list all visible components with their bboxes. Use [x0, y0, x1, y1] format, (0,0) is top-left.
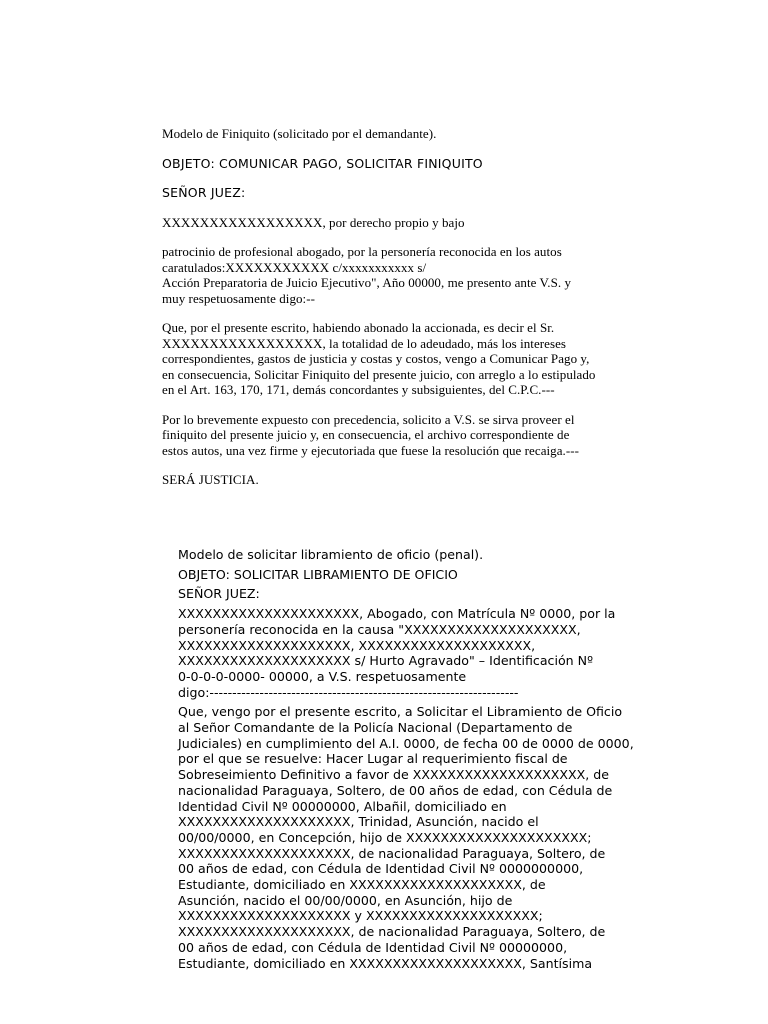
objeto-line: OBJETO: SOLICITAR LIBRAMIENTO DE OFICIO: [178, 566, 458, 582]
paragraph: Que, vengo por el presente escrito, a Solicitar el Libramiento de Oficio al Señor Comandante de la Policía Nacional (Departamento de Judiciales) en cumplimiento del A.I. 0000, de fecha 00 de 0000 de 0000, por el que se resuelve: Hacer Lugar al requerimiento fiscal de Sobreseimiento Definitivo a favor de XXXXXXXXXXXXXXXXXXXX, de nacionalidad Paraguaya, Soltero, de 00 años de edad, con Cédula de Identidad Civil Nº 00000000, Albañil, domiciliado en XXXXXXXXXXXXXXXXXXXX, Trinidad, Asunción, nacido el 00/00/0000, en Concepción, hijo de XXXXXXXXXXXXXXXXXXXXX; XXXXXXXXXXXXXXXXXXXX, de nacionalidad Paraguaya, Soltero, de 00 años de edad, con Cédula de Identidad Civil Nº 0000000000, Estudiante, domiciliado en XXXXXXXXXXXXXXXXXXXX, de Asunción, nacido el 00/00/0000, en Asunción, hijo de XXXXXXXXXXXXXXXXXXXX y XXXXXXXXXXXXXXXXXXXX; XXXXXXXXXXXXXXXXXXXX, de nacionalidad Paraguaya, Soltero, de 00 años de edad, con Cédula de Identidad Civil Nº 00000000, Estudiante, domiciliado en XXXXXXXXXXXXXXXXXXXX, Santísima: [178, 704, 634, 971]
salutation: SEÑOR JUEZ:: [178, 586, 260, 602]
section-title: Modelo de solicitar libramiento de oficio (penal).: [178, 547, 484, 562]
section-title: Modelo de Finiquito (solicitado por el demandante).: [162, 126, 437, 141]
paragraph: XXXXXXXXXXXXXXXXXXXXX, Abogado, con Matrícula Nº 0000, por la personería reconocida en la causa "XXXXXXXXXXXXXXXXXXXX, XXXXXXXXXXXXXXXXXXXX, XXXXXXXXXXXXXXXXXXXX, XXXXXXXXXXXXXXXXXXXX s/ Hurto Agravado" – Identificación Nº 0-0-0-0-0000- 00000, a V.S. respetuosamente digo:--------------------------------------------------------------------: [178, 606, 616, 700]
paragraph: XXXXXXXXXXXXXXXXX, por derecho propio y bajo: [162, 214, 465, 230]
objeto-line: OBJETO: COMUNICAR PAGO, SOLICITAR FINIQUITO: [162, 155, 483, 171]
paragraph: Por lo brevemente expuesto con precedencia, solicito a V.S. se sirva proveer el finiquito del presente juicio y, en consecuencia, el archivo correspondiente de estos autos, una vez firme y ejecutoriada que fuese la resolución que recaiga.---: [162, 411, 579, 458]
libramiento-model-section: [178, 547, 678, 975]
paragraph: Que, por el presente escrito, habiendo abonado la accionada, es decir el Sr. XXXXXXXXXXXXXXXXX, la totalidad de lo adeudado, más los intereses correspondientes, gastos de justicia y costas y costos, vengo a Comunicar Pago y, en consecuencia, Solicitar Finiquito del presente juicio, con arreglo a lo estipulado en el Art. 163, 170, 171, demás concordantes y subsiguientes, del C.P.C.---: [162, 320, 596, 397]
salutation: SEÑOR JUEZ:: [162, 185, 246, 200]
paragraph: patrocinio de profesional abogado, por la personería reconocida en los autos caratulados:XXXXXXXXXXX c/xxxxxxxxxxx s/ Acción Preparatoria de Juicio Ejecutivo", Año 00000, me presento ante V.S. y muy respetuosamente digo:--: [162, 244, 572, 306]
closing-line: SERÁ JUSTICIA.: [162, 472, 259, 487]
finiquito-model-section: [162, 126, 642, 502]
